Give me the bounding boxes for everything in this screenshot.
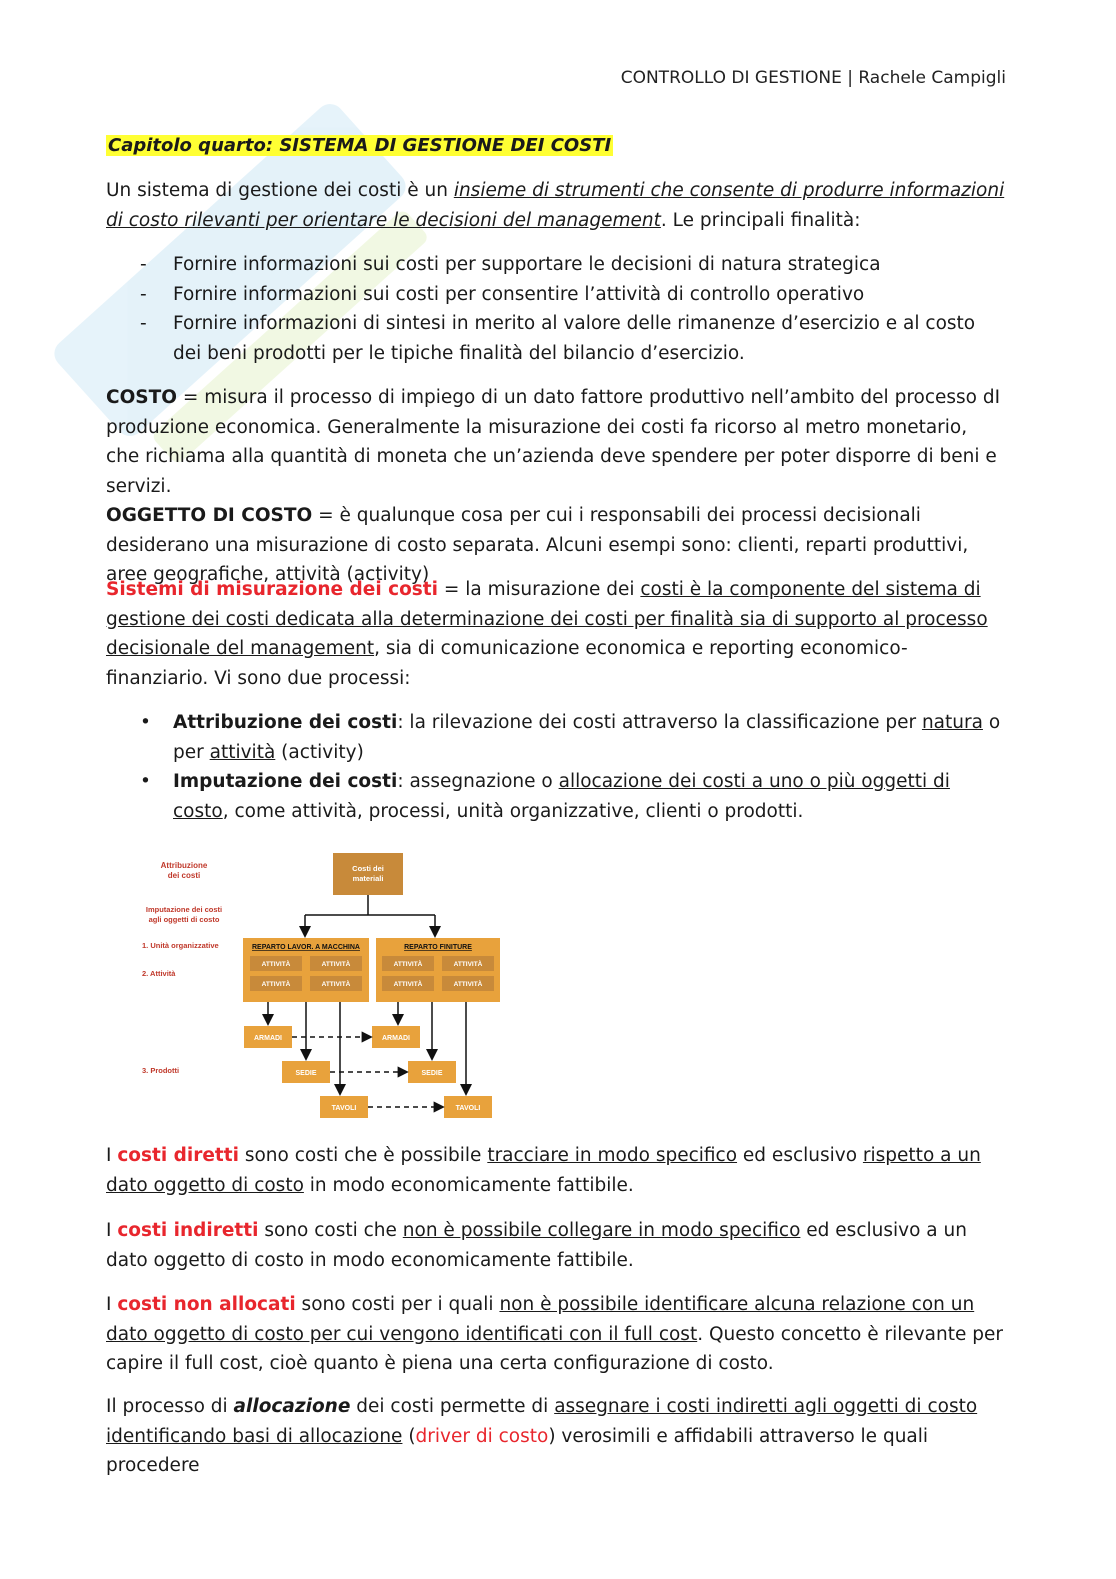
costi-indiretti-paragraph: I costi indiretti sono costi che non è possibile collegare in modo specifico ed esclusivo a un dato oggetto di costo in modo economicamente fattibile. xyxy=(106,1220,967,1271)
sistemi-paragraph: Sistemi di misurazione dei costi = la misurazione dei costi è la componente del sistema di gestione dei costi dedicata alla determinazione dei costi per finalità sia di supporto al processo decisionale del management, sia di comunicazione economica e reporting economico-finanziario. Vi sono due processi: xyxy=(106,579,988,689)
page-header: CONTROLLO DI GESTIONE | Rachele Campigli xyxy=(620,68,1006,88)
svg-text:ATTIVITÀ: ATTIVITÀ xyxy=(261,981,291,988)
diagram-label: 1. Unità organizzative xyxy=(142,941,219,950)
diagram-label: agli oggetti di costo xyxy=(148,915,220,924)
svg-text:materiali: materiali xyxy=(352,874,384,883)
svg-text:TAVOLI: TAVOLI xyxy=(331,1105,357,1112)
diagram-label: dei costi xyxy=(167,871,201,880)
svg-text:REPARTO FINITURE: REPARTO FINITURE xyxy=(404,944,472,951)
diagram-label: 2. Attività xyxy=(142,969,176,978)
intro-paragraph: Un sistema di gestione dei costi è un insieme di strumenti che consente di produrre informazioni di costo rilevanti per orientare le decisioni del management. Le principali finalità: xyxy=(106,180,1005,231)
chapter-title: Capitolo quarto: SISTEMA DI GESTIONE DEI COSTI xyxy=(108,135,612,156)
svg-text:ATTIVITÀ: ATTIVITÀ xyxy=(321,981,351,988)
costi-diretti-paragraph: I costi diretti sono costi che è possibile tracciare in modo specifico ed esclusivo rispetto a un dato oggetto di costo in modo economicamente fattibile. xyxy=(106,1145,981,1196)
processi-list xyxy=(106,708,1006,826)
svg-text:ATTIVITÀ: ATTIVITÀ xyxy=(453,961,483,968)
svg-text:ARMADI: ARMADI xyxy=(254,1035,282,1042)
svg-text:ATTIVITÀ: ATTIVITÀ xyxy=(393,961,423,968)
allocazione-paragraph: Il processo di allocazione dei costi permette di assegnare i costi indiretti agli oggetti di costo identificando basi di allocazione (driver di costo) verosimili e affidabili attraverso le quali procedere xyxy=(106,1396,978,1476)
diagram-label: 3. Prodotti xyxy=(142,1066,180,1075)
diagram-label: Attribuzione xyxy=(160,861,208,870)
svg-text:Costi dei: Costi dei xyxy=(352,864,384,873)
svg-text:ATTIVITÀ: ATTIVITÀ xyxy=(453,981,483,988)
costo-definition: COSTO = misura il processo di impiego di un dato fattore produttivo nell’ambito del processo dI produzione economica. Generalmente la misurazione dei costi fa ricorso al metro monetario, che richiama alla quantità di moneta che un’azienda deve spendere per poter disporre di beni e servizi. OGGETTO DI COSTO = è qualunque cosa per cui i responsabili dei processi decisionali desiderano una misurazione di costo separata. Alcuni esempi sono: clienti, reparti produttivi, aree geografiche, attività (activity) xyxy=(106,387,1001,585)
list-item: • Attribuzione dei costi: la rilevazione dei costi attraverso la classificazione per natura o per attività (activity) xyxy=(140,712,1001,763)
diagram-label: Imputazione dei costi xyxy=(145,905,223,914)
list-item: - Fornire informazioni di sintesi in merito al valore delle rimanenze d’esercizio e al costo dei beni prodotti per le tipiche finalità del bilancio d’esercizio. xyxy=(140,313,976,364)
svg-text:TAVOLI: TAVOLI xyxy=(455,1105,481,1112)
list-item: - Fornire informazioni sui costi per supportare le decisioni di natura strategica xyxy=(140,254,881,275)
costi-non-allocati-paragraph: I costi non allocati sono costi per i quali non è possibile identificare alcuna relazione con un dato oggetto di costo per cui vengono identificati con il full cost. Questo concetto è rilevante per capire il full cost, cioè quanto è piena una certa configurazione di costo. xyxy=(106,1294,1003,1374)
svg-text:SEDIE: SEDIE xyxy=(295,1070,317,1077)
svg-text:SEDIE: SEDIE xyxy=(421,1070,443,1077)
svg-text:ATTIVITÀ: ATTIVITÀ xyxy=(393,981,423,988)
svg-text:ATTIVITÀ: ATTIVITÀ xyxy=(321,961,351,968)
svg-text:ATTIVITÀ: ATTIVITÀ xyxy=(261,961,291,968)
list-item: • Imputazione dei costi: assegnazione o allocazione dei costi a uno o più oggetti di costo, come attività, processi, unità organizzative, clienti o prodotti. xyxy=(140,771,950,822)
finalita-list xyxy=(106,250,1006,368)
cost-allocation-diagram xyxy=(140,845,510,1125)
svg-text:REPARTO LAVOR. A MACCHINA: REPARTO LAVOR. A MACCHINA xyxy=(252,944,360,951)
list-item: - Fornire informazioni sui costi per consentire l’attività di controllo operativo xyxy=(140,283,865,305)
svg-text:ARMADI: ARMADI xyxy=(382,1035,410,1042)
